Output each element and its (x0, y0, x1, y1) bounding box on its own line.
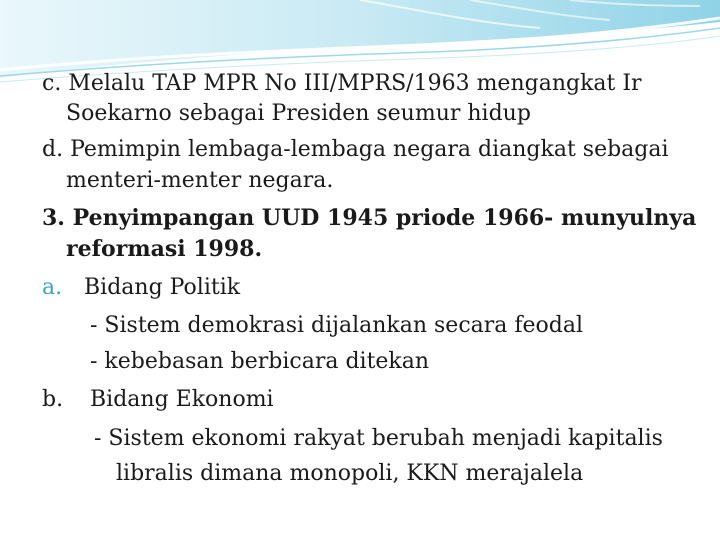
list-marker-a: a. (42, 275, 63, 300)
subheading-bidang-ekonomi: Bidang Ekonomi (90, 387, 274, 412)
item-c-line-2: Soekarno sebagai Presiden seumur hidup (66, 101, 531, 126)
item-d-line-2: menteri-menter negara. (66, 168, 334, 193)
politik-item-2: - kebebasan berbicara ditekan (90, 349, 430, 374)
section-3-heading-line-1: 3. Penyimpangan UUD 1945 priode 1966- munyulnya (42, 205, 697, 231)
ekonomi-item-1: - Sistem ekonomi rakyat berubah menjadi kapitalis (94, 426, 663, 451)
section-3-heading-line-2: reformasi 1998. (66, 236, 263, 262)
item-c-line-1: c. Melalu TAP MPR No III/MPRS/1963 mengangkat Ir (42, 71, 642, 96)
list-marker-b: b. (42, 387, 64, 412)
politik-item-1: - Sistem demokrasi dijalankan secara feodal (90, 313, 584, 338)
subheading-bidang-politik: Bidang Politik (84, 275, 241, 300)
item-d-line-1: d. Pemimpin lembaga-lembaga negara diangkat sebagai (42, 137, 669, 162)
ekonomi-item-2: libralis dimana monopoli, KKN merajalela (116, 461, 584, 486)
